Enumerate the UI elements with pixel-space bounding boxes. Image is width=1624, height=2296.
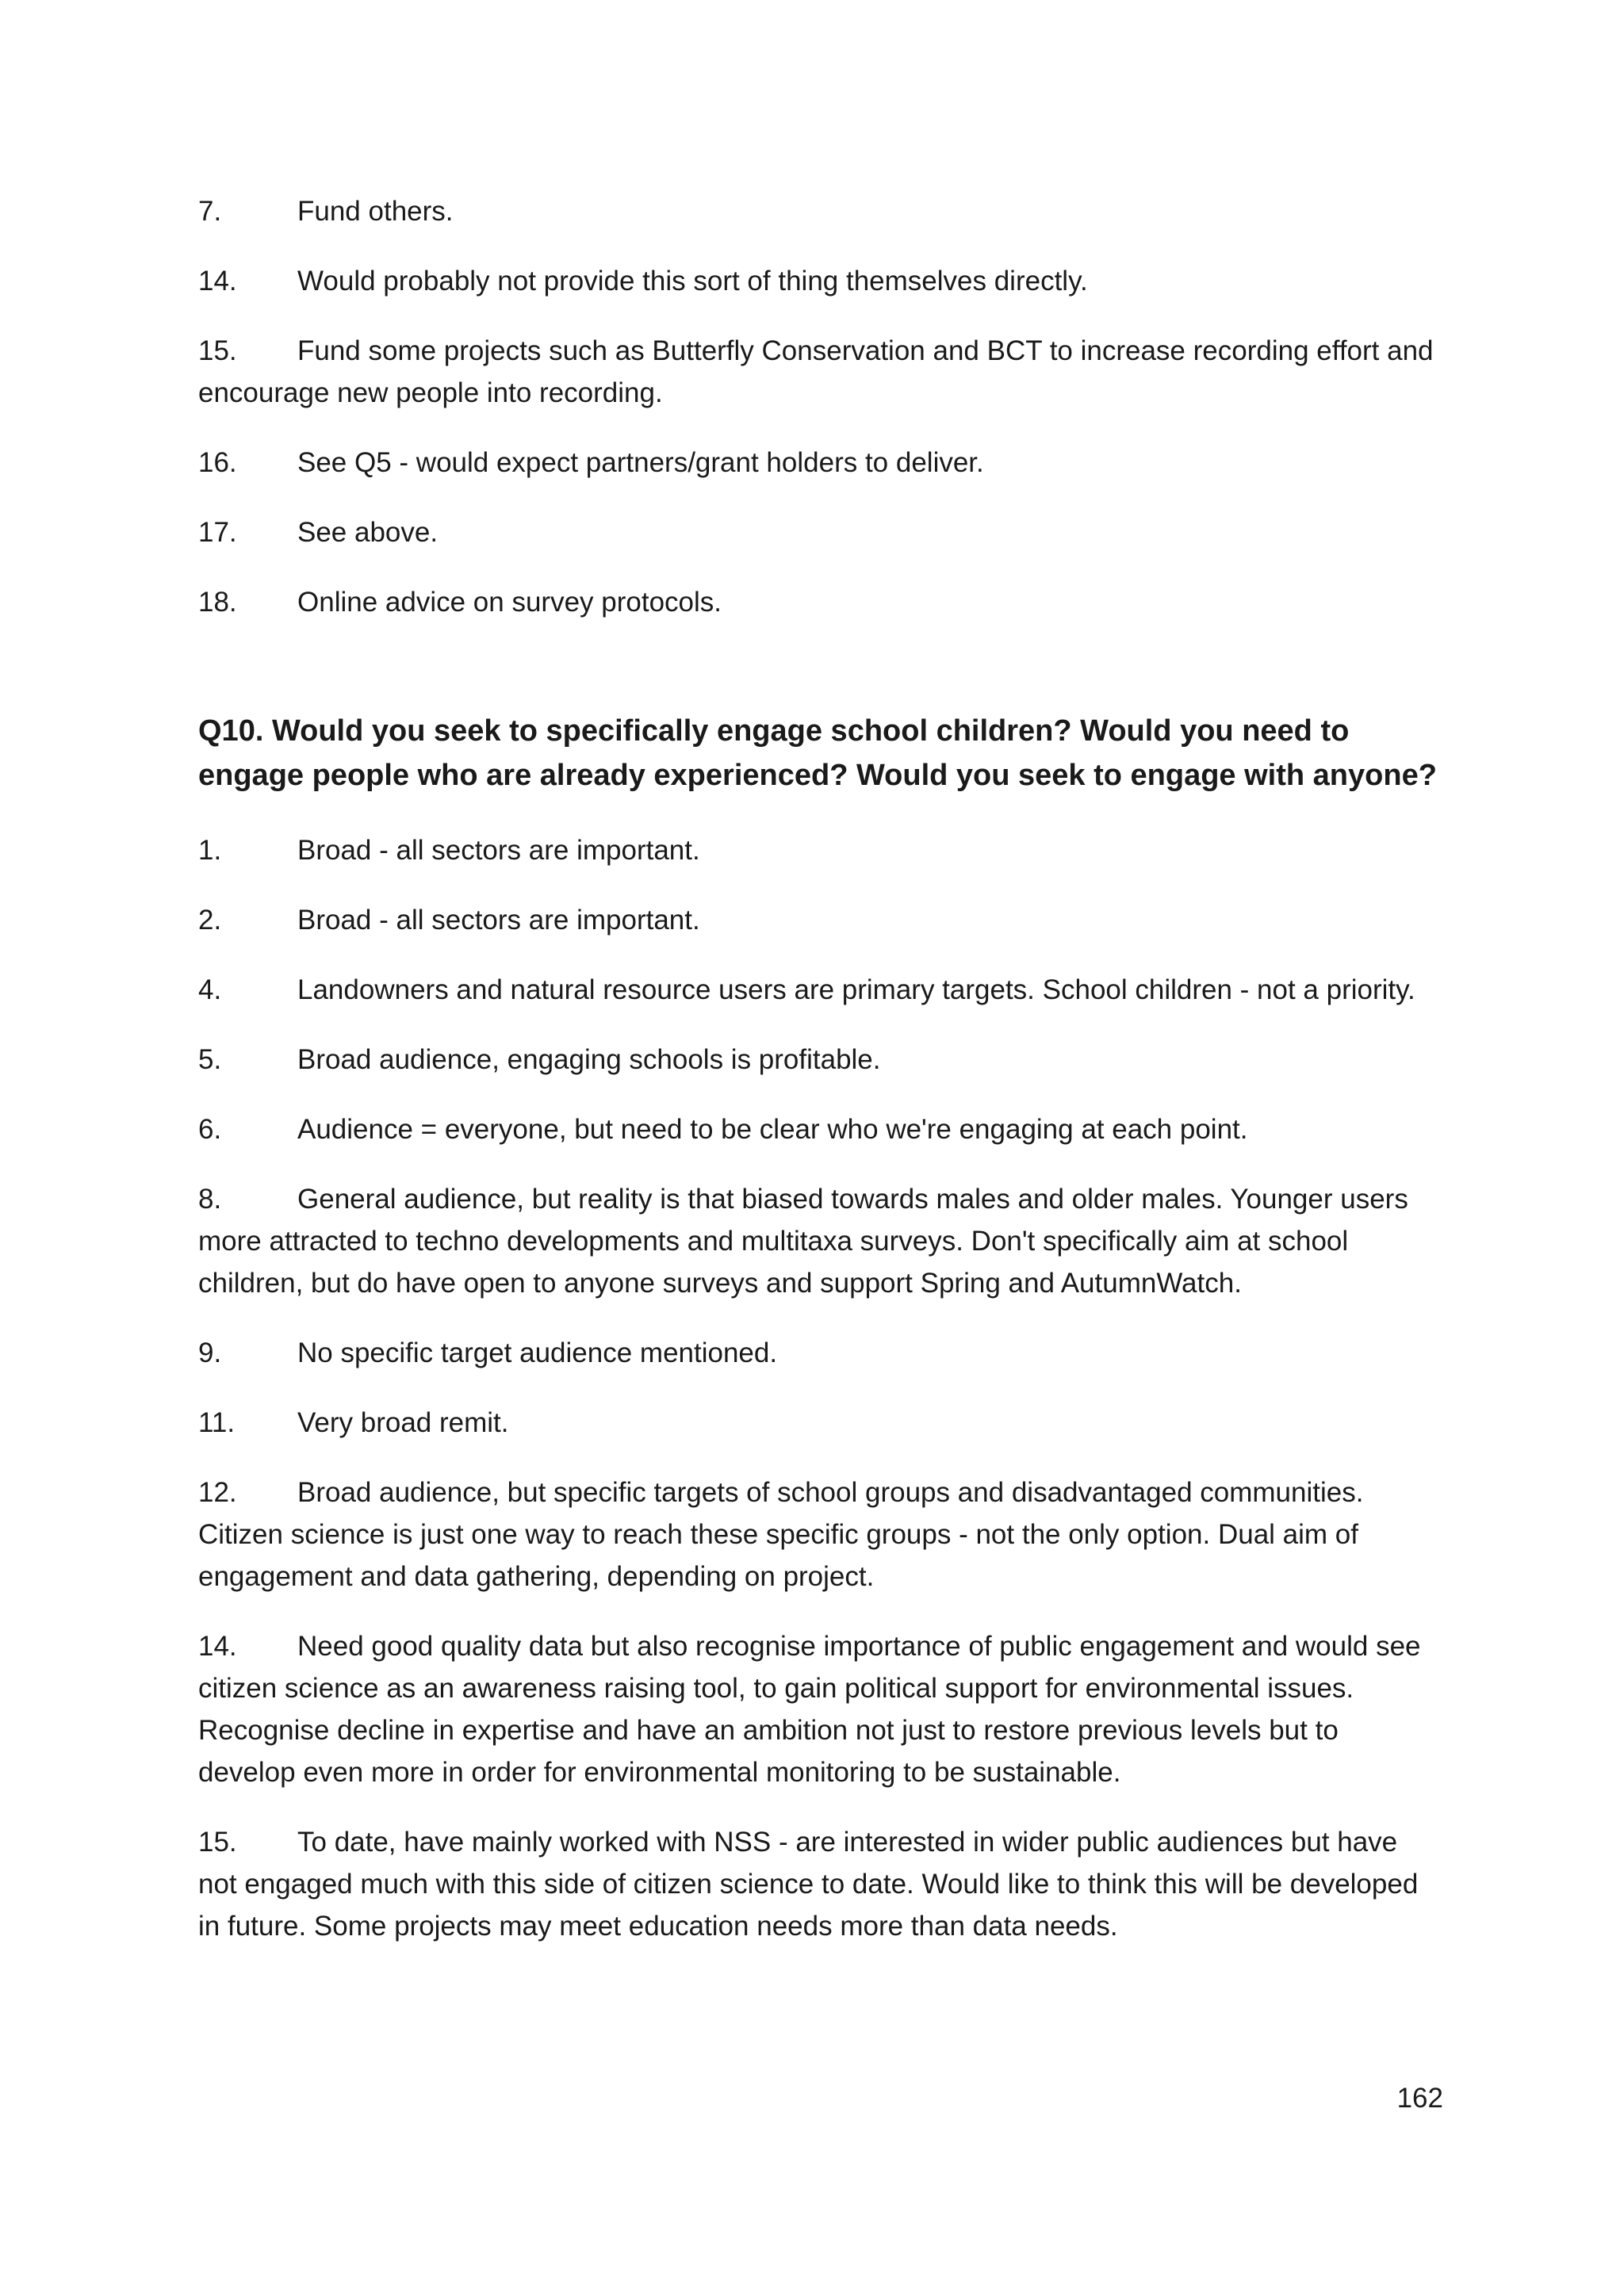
item-number: 12. xyxy=(198,1477,237,1508)
item-text: Fund others. xyxy=(297,196,454,227)
item-text: To date, have mainly worked with NSS - are interested in wider public audiences but have not engaged much with this side of citizen science to date. Would like to think this will be developed in future. Some projects may meet education needs more than data needs. xyxy=(198,1827,1419,1942)
list-item xyxy=(198,511,1443,553)
page-number: 162 xyxy=(1396,2083,1443,2114)
list-item xyxy=(198,581,1443,623)
item-number: 1. xyxy=(198,835,222,866)
item-text: Fund some projects such as Butterfly Conservation and BCT to increase recording effort and encourage new people into recording. xyxy=(198,335,1434,408)
item-number: 14. xyxy=(198,266,237,297)
item-number: 15. xyxy=(198,1827,237,1858)
list-item xyxy=(198,1178,1443,1304)
list-item xyxy=(198,442,1443,484)
list-item xyxy=(198,1471,1443,1598)
item-text: Broad - all sectors are important. xyxy=(297,905,700,936)
list-item xyxy=(198,1039,1443,1081)
item-number: 18. xyxy=(198,587,237,618)
list-item xyxy=(198,1625,1443,1793)
item-text: Broad audience, engaging schools is profitable. xyxy=(297,1044,881,1075)
list-item xyxy=(198,190,1443,232)
list-item xyxy=(198,1402,1443,1444)
item-text: Broad audience, but specific targets of school groups and disadvantaged communities. Citizen science is just one way to reach these specific groups - not the only option. Dual aim of engagement and data gathering, depending on project. xyxy=(198,1477,1364,1592)
document-page xyxy=(198,190,1443,1975)
item-text: Landowners and natural resource users are primary targets. School children - not a priority. xyxy=(297,974,1415,1005)
item-text: General audience, but reality is that biased towards males and older males. Younger users more attracted to techno developments and multitaxa surveys. Don't specifically aim at school children, but do have open to anyone surveys and support Spring and AutumnWatch. xyxy=(198,1184,1408,1299)
item-number: 15. xyxy=(198,335,237,366)
list-item xyxy=(198,969,1443,1011)
item-number: 7. xyxy=(198,196,222,227)
list-item xyxy=(198,1108,1443,1150)
item-text: Broad - all sectors are important. xyxy=(297,835,700,866)
list-item xyxy=(198,1821,1443,1947)
item-text: Online advice on survey protocols. xyxy=(297,587,722,618)
item-text: Would probably not provide this sort of thing themselves directly. xyxy=(297,266,1088,297)
item-text: See above. xyxy=(297,517,439,548)
list-item xyxy=(198,899,1443,941)
item-number: 14. xyxy=(198,1631,237,1662)
item-number: 9. xyxy=(198,1337,222,1368)
item-text: Audience = everyone, but need to be clear who we're engaging at each point. xyxy=(297,1114,1248,1145)
item-number: 17. xyxy=(198,517,237,548)
item-number: 16. xyxy=(198,447,237,478)
item-text: No specific target audience mentioned. xyxy=(297,1337,778,1368)
item-text: Very broad remit. xyxy=(297,1407,509,1438)
item-number: 5. xyxy=(198,1044,222,1075)
item-number: 6. xyxy=(198,1114,222,1145)
list-item xyxy=(198,330,1443,414)
list-item xyxy=(198,829,1443,871)
item-number: 4. xyxy=(198,974,222,1005)
question-heading: Q10. Would you seek to specifically engage school children? Would you need to engage people who are already experienced? Would you seek to engage with anyone? xyxy=(198,714,1437,792)
item-text: See Q5 - would expect partners/grant holders to deliver. xyxy=(297,447,984,478)
item-number: 11. xyxy=(198,1407,236,1438)
list-item xyxy=(198,1332,1443,1374)
item-number: 2. xyxy=(198,905,222,936)
list-item xyxy=(198,260,1443,302)
item-text: Need good quality data but also recognise importance of public engagement and would see citizen science as an awareness raising tool, to gain political support for environmental issues. Recognise decline in expertise and have an ambition not just to restore previous levels but to develop even more in order for environmental monitoring to be sustainable. xyxy=(198,1631,1421,1788)
item-number: 8. xyxy=(198,1184,222,1215)
